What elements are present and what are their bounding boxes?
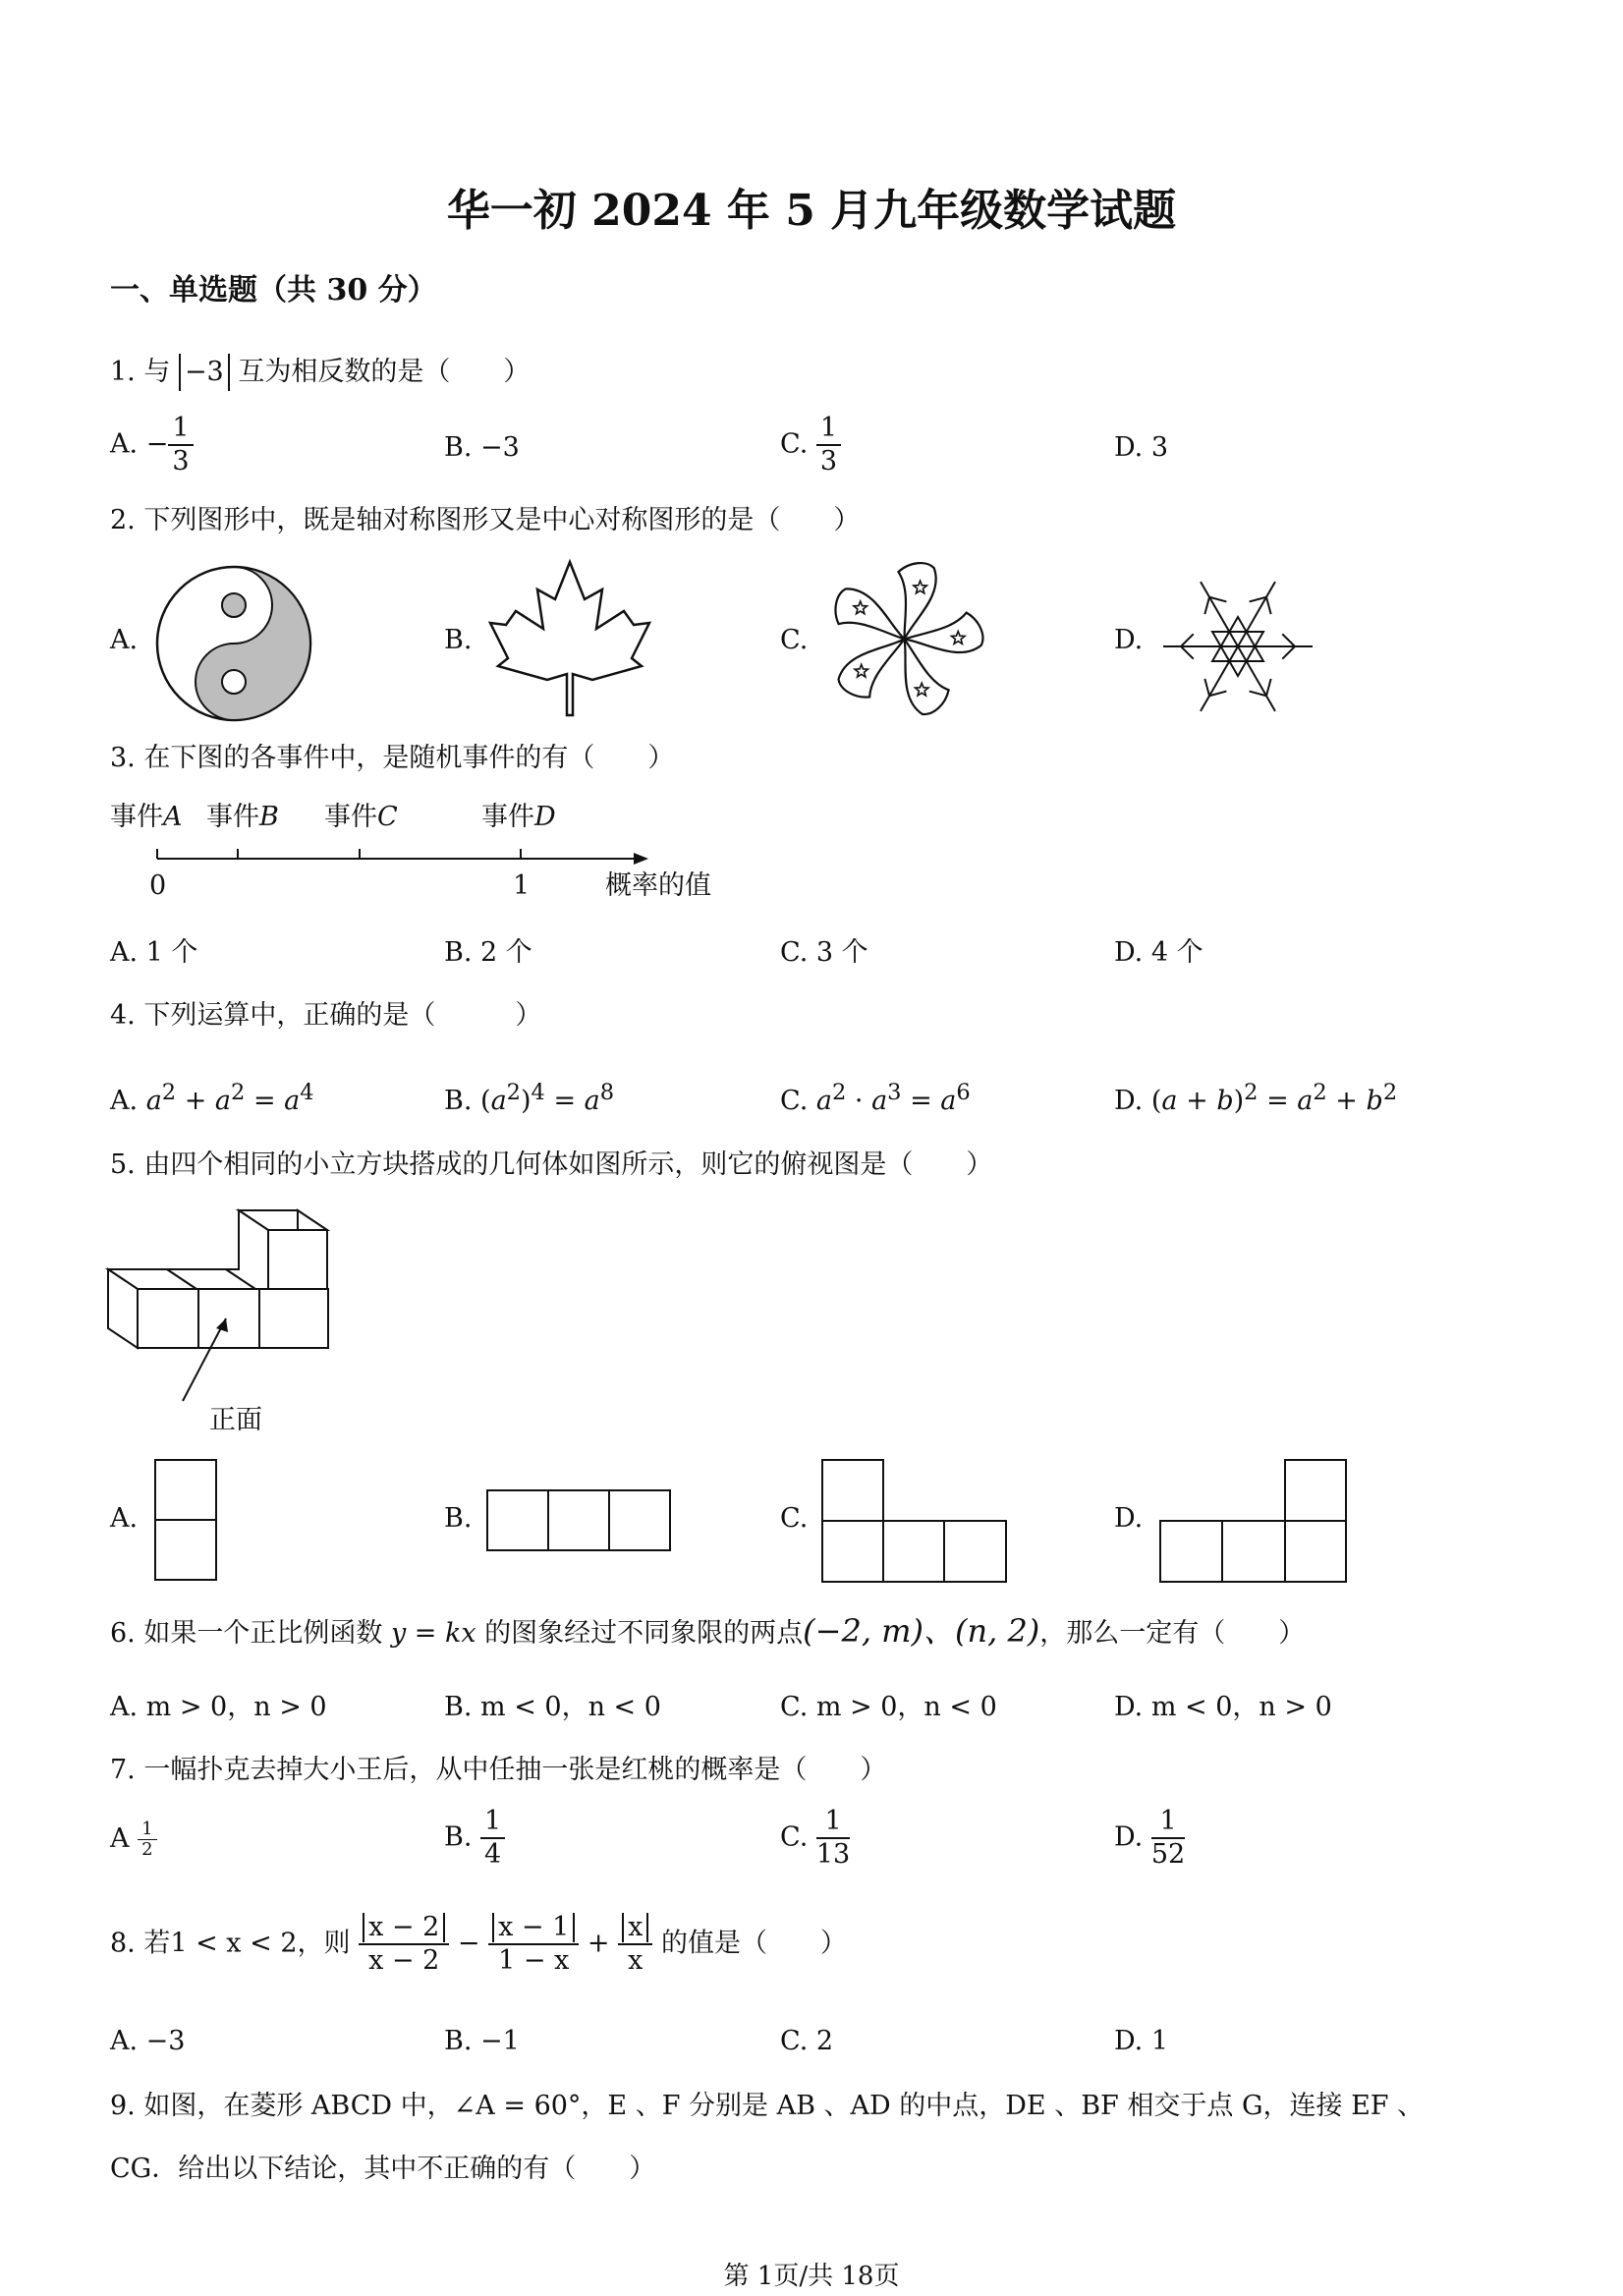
- q3-event-b: 事件B: [206, 802, 279, 832]
- q4-stem: 4. 下列运算中，正确的是（ ）: [110, 1000, 542, 1031]
- q6-points: (−2, m)、(n, 2): [803, 1612, 1040, 1650]
- q6-stem: 6. 如果一个正比例函数 y = kx 的图象经过不同象限的两点(−2, m)、(n, 2)，那么一定有（ ）: [110, 1612, 1306, 1650]
- q8-stem: 8. 若1 < x < 2，则 $\frac{x - 2}{x - 2}$ − $\frac{x - 1}{1 - x}$ + $\frac{x}{x}$ 的值是（ ）: [110, 1912, 847, 1976]
- q5-option-d-label: D.: [1114, 1503, 1144, 1534]
- q1-option-d: D. 3: [1114, 432, 1169, 463]
- q3-tick-0: 0: [149, 870, 167, 901]
- q6-option-b: B. m < 0，n < 0: [444, 1692, 661, 1722]
- q7-stem: 7. 一幅扑克去掉大小王后，从中任抽一张是红桃的概率是（ ）: [110, 1755, 887, 1785]
- q5-option-b-figure: [486, 1489, 671, 1552]
- q3-event-d: 事件D: [481, 802, 556, 832]
- q4-option-d: D. $(a + b)^2 = a^2 + b^2$: [1114, 1080, 1398, 1116]
- probability-number-line: [147, 845, 648, 874]
- q8-option-d: D. 1: [1114, 2026, 1169, 2056]
- q9-stem-line2: CG．给出以下结论，其中不正确的有（ ）: [110, 2154, 656, 2184]
- q2-option-b-label: B.: [444, 625, 473, 655]
- q8-option-b: B. −1: [444, 2026, 520, 2056]
- section-heading: 一、单选题（共 30 分）: [110, 273, 437, 308]
- cube-stack-figure: [106, 1208, 342, 1405]
- q7-option-b: B. $\frac{1}{4}$: [444, 1806, 505, 1871]
- q6-option-c: C. m > 0，n < 0: [780, 1692, 997, 1722]
- q4-option-c: C. $a^2 \cdot a^3 = a^6$: [780, 1080, 971, 1116]
- q8-fraction-2: $\frac{x - 1}{1 - x}$: [488, 1912, 579, 1977]
- q3-tick-1: 1: [513, 870, 531, 901]
- q3-option-d: D. 4 个: [1114, 937, 1203, 968]
- q8-option-c: C. 2: [780, 2026, 834, 2056]
- q5-stem: 5. 由四个相同的小立方块搭成的几何体如图所示，则它的俯视图是（ ）: [110, 1149, 993, 1180]
- snowflake-figure: [1159, 568, 1316, 725]
- q2-option-c-label: C.: [780, 625, 809, 655]
- q1-option-b: B. −3: [444, 432, 520, 463]
- q8-fraction-1: $\frac{x - 2}{x - 2}$: [359, 1912, 449, 1977]
- q5-option-a-label: A.: [110, 1503, 139, 1534]
- bauhinia-flower-figure: [823, 558, 985, 720]
- q5-option-c-figure: [821, 1459, 1008, 1583]
- q6-option-d: D. m < 0，n > 0: [1114, 1692, 1332, 1722]
- yin-yang-figure: [155, 565, 312, 722]
- q5-option-b-label: B.: [444, 1503, 473, 1534]
- q5-option-d-figure: [1159, 1459, 1348, 1583]
- q9-stem-line1: 9. 如图，在菱形 ABCD 中，∠A = 60°，E 、F 分别是 AB 、AD 的中点，DE 、BF 相交于点 G，连接 EF 、: [110, 2091, 1425, 2121]
- q4-option-b: B. $(a^2)^4 = a^8$: [444, 1080, 615, 1116]
- page-title: 华一初 2024 年 5 月九年级数学试题: [446, 186, 1177, 236]
- q4-option-a: A. $a^2 + a^2 = a^4$: [110, 1080, 314, 1116]
- q3-option-c: C. 3 个: [780, 937, 868, 968]
- q3-event-a: 事件A: [110, 802, 183, 832]
- q8-option-a: A. −3: [110, 2026, 186, 2056]
- q2-option-d-label: D.: [1114, 625, 1144, 655]
- page-footer: 第 1页/共 18页: [723, 2262, 900, 2291]
- q7-option-c: C. $\frac{1}{13}$: [780, 1806, 851, 1870]
- q3-option-b: B. 2 个: [444, 937, 532, 968]
- q6-function: y = kx: [390, 1618, 476, 1649]
- q7-option-d: D. $\frac{1}{52}$: [1114, 1806, 1186, 1870]
- q8-fraction-3: $\frac{x}{x}$: [618, 1912, 652, 1977]
- q5-option-a-figure: [154, 1459, 217, 1581]
- q3-event-c: 事件C: [324, 802, 398, 832]
- q2-stem: 2. 下列图形中，既是轴对称图形又是中心对称图形的是（ ）: [110, 505, 861, 535]
- q6-option-a: A. m > 0，n > 0: [110, 1692, 327, 1722]
- q7-option-a: A $\frac{1}{2}$: [110, 1820, 157, 1860]
- q2-option-a-label: A.: [110, 625, 139, 655]
- q1-stem: 1. 与 −3 互为相反数的是（ ）: [110, 354, 530, 391]
- q5-front-label: 正面: [209, 1405, 262, 1435]
- q5-option-c-label: C.: [780, 1503, 809, 1534]
- q3-option-a: A. 1 个: [110, 937, 198, 968]
- q3-stem: 3. 在下图的各事件中，是随机事件的有（ ）: [110, 743, 675, 773]
- maple-leaf-figure: [486, 560, 653, 717]
- q3-axis-label: 概率的值: [605, 870, 711, 901]
- q1-option-c: C. $\frac{1}{3}$: [780, 413, 841, 477]
- q1-option-a: A. − $\frac{1}{3}$: [110, 413, 194, 477]
- q1-abs-value: −3: [179, 354, 230, 391]
